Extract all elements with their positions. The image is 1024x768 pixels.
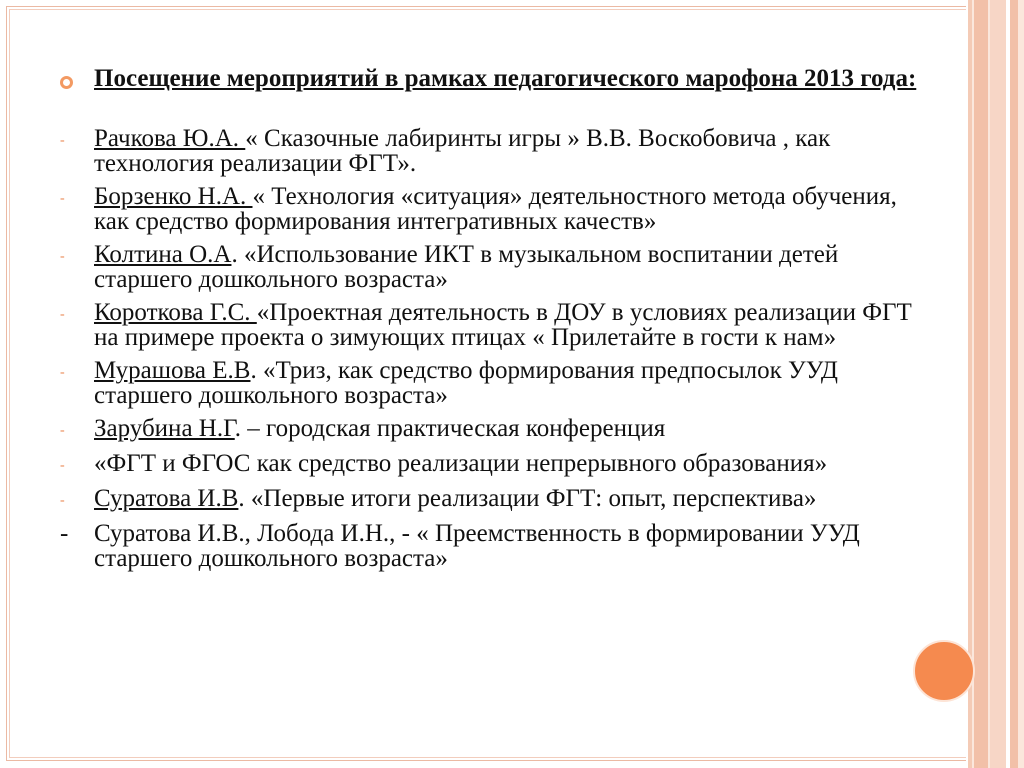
list-item [60, 300, 930, 350]
list-item-last [60, 521, 930, 571]
person-name: Рачкова Ю.А. [94, 125, 246, 152]
list-item-text [94, 242, 930, 292]
slide-content [60, 65, 930, 579]
list-item [60, 451, 930, 478]
decorative-side-stripes [966, 0, 1024, 768]
dash-bullet: - [60, 458, 65, 473]
list-item [60, 242, 930, 292]
event-description: « Технология «ситуация» деятельностного метода обучения, как средство формирования интегративных качеств» [94, 183, 897, 235]
event-description: . «Триз, как средство формирования предпосылок УУД старшего дошкольного возраста» [94, 357, 838, 409]
list-item [60, 184, 930, 234]
dash-bullet: - [60, 423, 65, 438]
heading-row [60, 65, 930, 92]
dash-bullet: - [60, 365, 65, 380]
list-item-text [94, 358, 930, 408]
list-item [60, 416, 930, 443]
person-name: Борзенко Н.А. [94, 183, 253, 210]
list-item-text [94, 451, 930, 476]
list-item-text [94, 126, 930, 176]
decorative-circle [913, 640, 975, 702]
dash-bullet: - [60, 307, 65, 322]
person-name: Короткова Г.С. [94, 299, 257, 326]
dash-bullet: - [60, 191, 65, 206]
event-description: . «Первые итоги реализации ФГТ: опыт, перспектива» [238, 485, 817, 512]
person-name: Зарубина Н.Г [94, 415, 235, 442]
dash-bullet: - [60, 249, 65, 264]
list-item-text [94, 184, 930, 234]
slide-heading: Посещение мероприятий в рамках педагогического марофона 2013 года: [94, 65, 917, 92]
list-item-text: Суратова И.В., Лобода И.Н., - « Преемственность в формировании УУД старшего дошкольного возраста» [94, 520, 860, 572]
dash-bullet-black: - [60, 520, 69, 547]
person-name: Колтина О.А [94, 241, 232, 268]
event-description: «ФГТ и ФГОС как средство реализации непрерывного образования» [94, 450, 828, 477]
list-item-text [94, 486, 930, 511]
event-description: . «Использование ИКТ в музыкальном воспитании детей старшего дошкольного возраста» [94, 241, 839, 293]
list-item-text [94, 416, 930, 441]
ring-bullet-icon [60, 76, 73, 89]
event-description: « Сказочные лабиринты игры » В.В. Воскобовича , как технология реализации ФГТ». [94, 125, 831, 177]
list-item [60, 126, 930, 176]
person-name: Суратова И.В [94, 485, 239, 512]
list-item-text [94, 300, 930, 350]
list-item [60, 486, 930, 513]
person-name: Мурашова Е.В [94, 357, 251, 384]
list-item [60, 358, 930, 408]
dash-bullet: - [60, 493, 65, 508]
dash-bullet: - [60, 133, 65, 148]
event-description: . – городская практическая конференция [234, 415, 666, 442]
event-description: «Проектная деятельность в ДОУ в условиях реализации ФГТ на примере проекта о зимующих птицах « Прилетайте в гости к нам» [94, 299, 912, 351]
